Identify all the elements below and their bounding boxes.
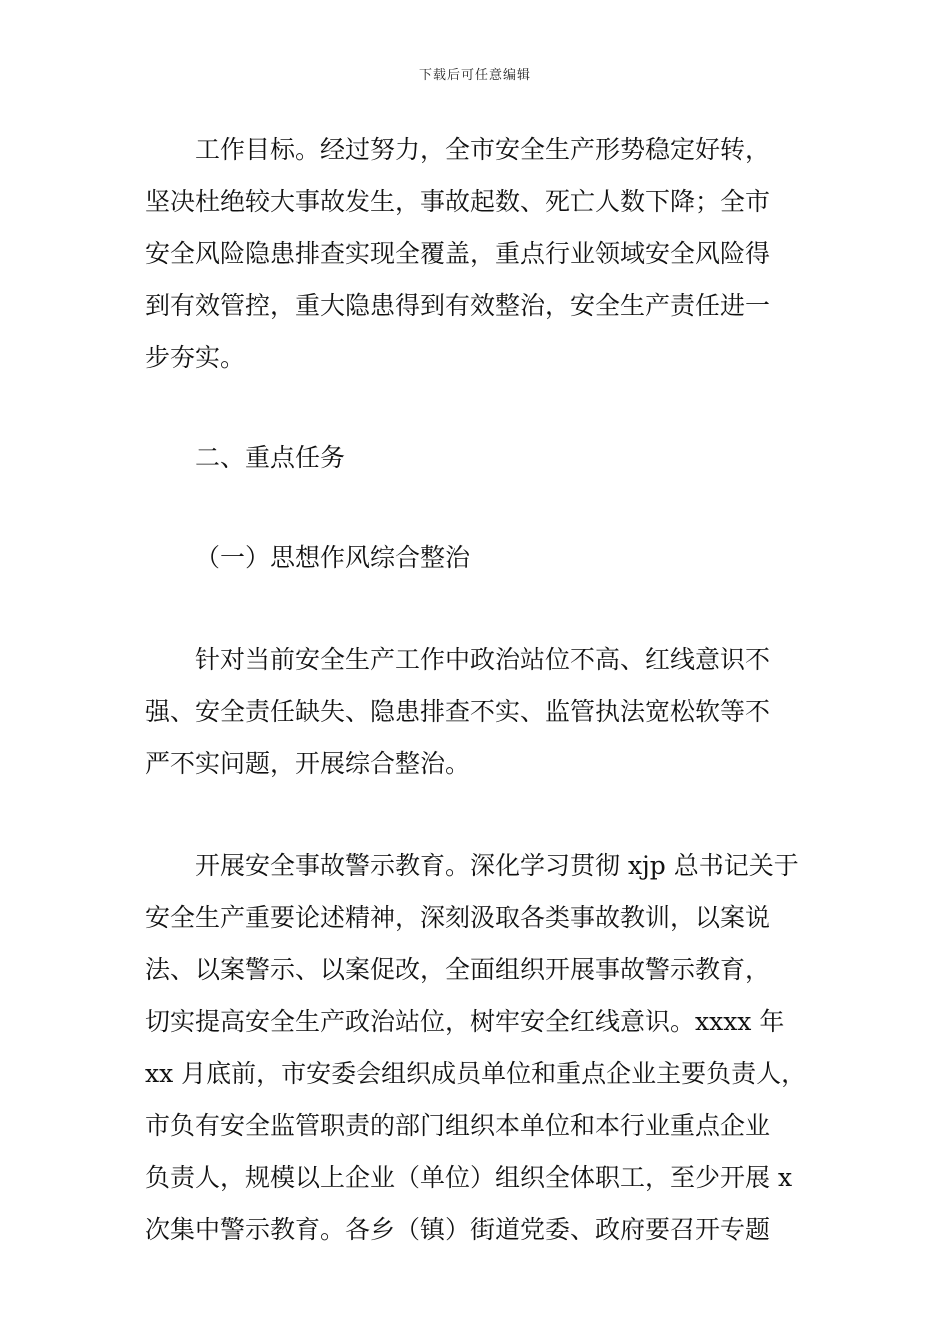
text-line: 切实提高安全生产政治站位，树牢安全红线意识。xxxx 年 [145,1007,785,1036]
text-line: 到有效管控，重大隐患得到有效整治，安全生产责任进一 [145,291,771,320]
subsection-heading-ideology-rectification: （一）思想作风综合整治 [195,543,471,572]
text-line: 步夯实。 [145,343,246,372]
text-line: 市负有安全监管职责的部门组织本单位和本行业重点企业 [145,1111,771,1140]
document-body [145,124,810,1256]
text-line: 安全生产重要论述精神，深刻汲取各类事故教训，以案说 [145,903,771,932]
paragraph-work-goal [145,124,810,384]
text-line: 强、安全责任缺失、隐患排查不实、监管执法宽松软等不 [145,697,771,726]
text-line: 法、以案警示、以案促改，全面组织开展事故警示教育， [145,955,771,984]
section-heading-key-tasks: 二、重点任务 [195,443,346,472]
text-line: 开展安全事故警示教育。深化学习贯彻 xjp 总书记关于 [195,851,799,880]
page-header-note: 下载后可任意编辑 [418,68,531,83]
text-line: xx 月底前，市安委会组织成员单位和重点企业主要负责人， [145,1059,807,1088]
text-line: 安全风险隐患排查实现全覆盖，重点行业领域安全风险得 [145,239,771,268]
paragraph-warning-education [145,840,810,1256]
text-line: 负责人，规模以上企业（单位）组织全体职工，至少开展 x [145,1163,793,1192]
text-line: 坚决杜绝较大事故发生，事故起数、死亡人数下降；全市 [145,187,771,216]
text-line: 针对当前安全生产工作中政治站位不高、红线意识不 [195,645,771,674]
text-line: 严不实问题，开展综合整治。 [145,749,471,778]
text-line: 工作目标。经过努力，全市安全生产形势稳定好转， [195,135,771,164]
text-line: 次集中警示教育。各乡（镇）街道党委、政府要召开专题 [145,1215,771,1244]
paragraph-rectification-scope [145,634,810,790]
